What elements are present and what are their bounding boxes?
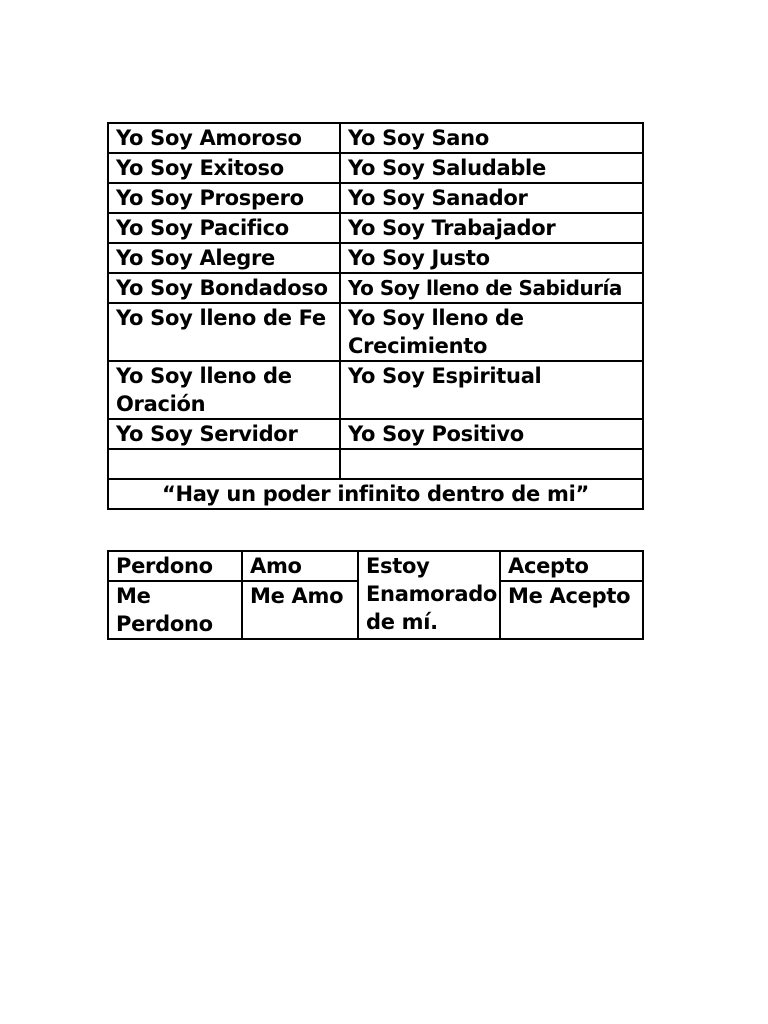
table-row <box>108 123 643 153</box>
table-header-cell: Estoy Enamorado de mí. <box>358 551 500 639</box>
table-header-cell: Acepto <box>500 551 643 581</box>
table-cell <box>108 449 340 479</box>
table-cell: Yo Soy Bondadoso <box>108 273 340 303</box>
table-header-cell: Perdono <box>108 551 242 581</box>
table-cell: Yo Soy Amoroso <box>108 123 340 153</box>
table-row <box>108 243 643 273</box>
table-cell: Yo Soy Positivo <box>340 419 643 449</box>
table-cell: Yo Soy lleno de Oración <box>108 361 340 419</box>
table-cell: Yo Soy Exitoso <box>108 153 340 183</box>
table-cell: Yo Soy lleno de Fe <box>108 303 340 361</box>
table-cell: Yo Soy Servidor <box>108 419 340 449</box>
table-row <box>108 419 643 449</box>
forgiveness-table <box>107 550 644 640</box>
table-cell: Yo Soy Prospero <box>108 183 340 213</box>
table-cell: Yo Soy Espiritual <box>340 361 643 419</box>
table-cell: Yo Soy lleno de Crecimiento <box>340 303 643 361</box>
table-header-cell: Amo <box>242 551 358 581</box>
table-cell: Me Acepto <box>500 581 643 639</box>
table-cell: Yo Soy lleno de Sabiduría <box>340 273 643 303</box>
table-row <box>108 479 643 509</box>
table-row <box>108 153 643 183</box>
table-cell: Yo Soy Trabajador <box>340 213 643 243</box>
table-cell: Me Amo <box>242 581 358 639</box>
table-row <box>108 183 643 213</box>
table-cell: Yo Soy Sanador <box>340 183 643 213</box>
table-cell: Yo Soy Sano <box>340 123 643 153</box>
table-row <box>108 273 643 303</box>
table-row <box>108 551 643 581</box>
table-cell: Yo Soy Alegre <box>108 243 340 273</box>
table-cell: Yo Soy Justo <box>340 243 643 273</box>
affirmations-table <box>107 122 644 510</box>
quote-cell: “Hay un poder infinito dentro de mi” <box>108 479 643 509</box>
table-row <box>108 361 643 419</box>
table-row <box>108 213 643 243</box>
table-cell: Yo Soy Pacifico <box>108 213 340 243</box>
table-row <box>108 303 643 361</box>
table-cell: Me Perdono <box>108 581 242 639</box>
table-cell: Yo Soy Saludable <box>340 153 643 183</box>
table-cell <box>340 449 643 479</box>
table-row <box>108 449 643 479</box>
